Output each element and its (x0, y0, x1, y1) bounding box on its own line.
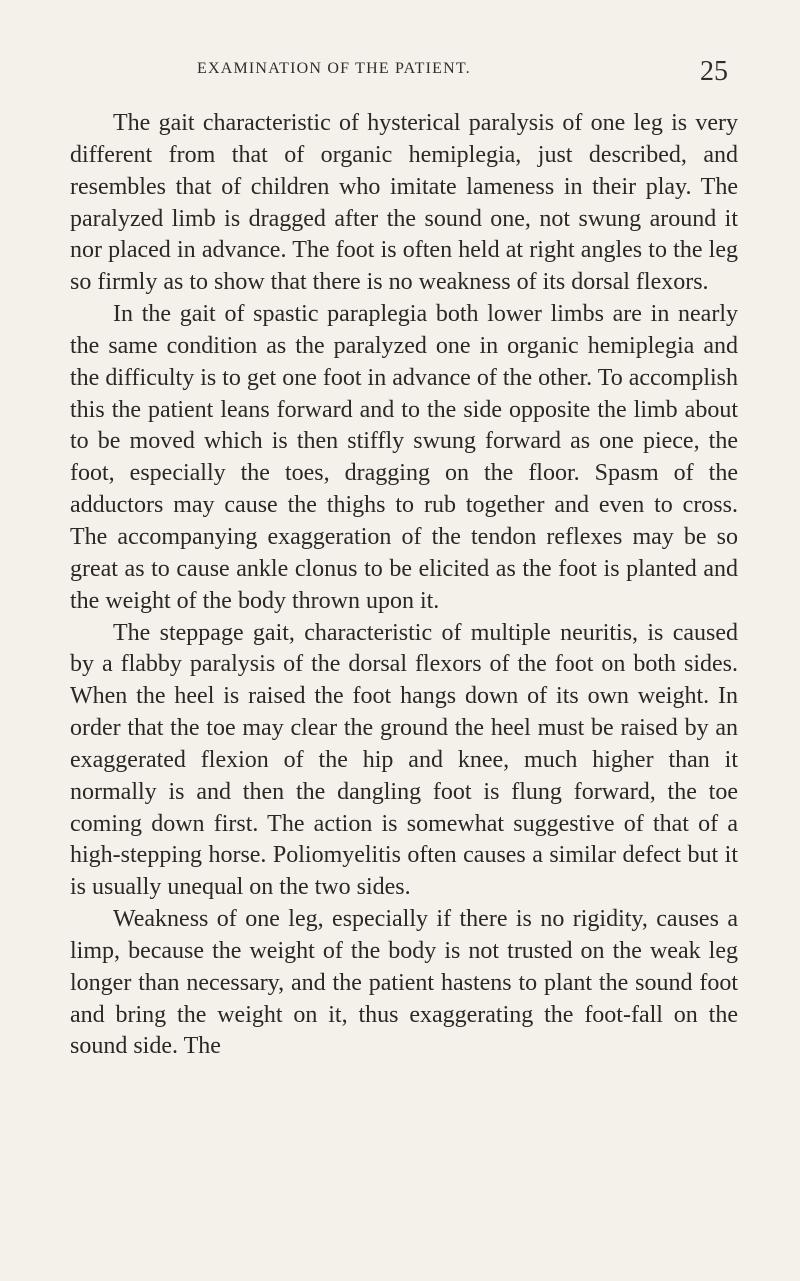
running-title: EXAMINATION OF THE PATIENT. (197, 60, 471, 77)
running-head (0, 58, 800, 92)
body-text (70, 108, 738, 1063)
paragraph-steppage-gait: The steppage gait, characteristic of multiple neuritis, is caused by a flabby paralysis of the dorsal flexors of the foot on both sides. When the heel is raised the foot hangs down of its own weight. In order that the toe may clear the ground the heel must be raised by an exaggerated flexion of the hip and knee, much higher than it normally is and then the dangling foot is flung forward, the toe coming down first. The action is somewhat suggestive of that of a high-stepping horse. Poliomyelitis often causes a similar defect but it is usually unequal on the two sides. (70, 619, 738, 901)
paragraph-spastic-paraplegia: In the gait of spastic paraplegia both lower limbs are in nearly the same condition as the paralyzed one in organic hemiplegia and the difficulty is to get one foot in advance of the other. To accomplish this the patient leans forward and to the side opposite the limb about to be moved which is then stiffly swung forward as one piece, the foot, especially the toes, dragging on the floor. Spasm of the adductors may cause the thighs to rub together and even to cross. The accompanying exaggeration of the tendon reflexes may be so great as to cause ankle clonus to be elicited as the foot is planted and the weight of the body thrown upon it. (70, 301, 738, 614)
paragraph-hysterical-paralysis: The gait characteristic of hysterical paralysis of one leg is very different from that of organic hemiplegia, just described, and resembles that of children who imitate lameness in their play. The paralyzed limb is dragged after the sound one, not swung around it nor placed in advance. The foot is often held at right angles to the leg so firmly as to show that there is no weakness of its dorsal flexors. (70, 110, 738, 296)
page-number: 25 (700, 56, 728, 87)
paragraph-weakness-limp: Weakness of one leg, especially if there is no rigidity, causes a limp, because the weight of the body is not trusted on the weak leg longer than necessary, and the patient hastens to plant the sound foot and bring the weight on it, thus exaggerating the foot-fall on the sound side. The (70, 906, 738, 1060)
